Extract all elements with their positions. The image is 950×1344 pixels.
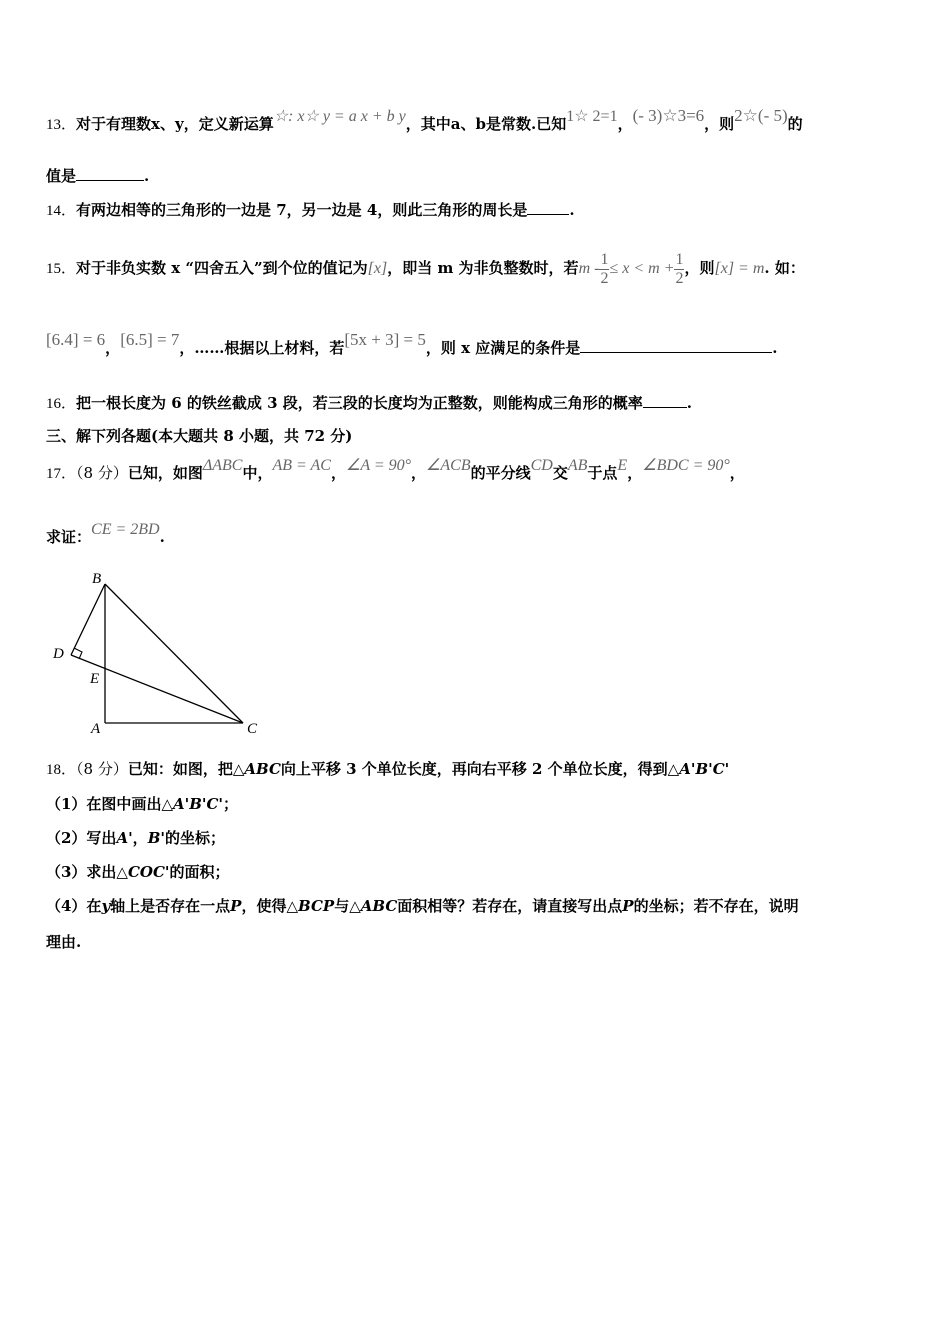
segment-bc <box>105 584 243 723</box>
q17-cond4: ∠BDC = 90° <box>642 457 730 474</box>
q17-ab: AB <box>567 457 588 474</box>
segment-bd <box>71 584 105 655</box>
q15-end: . <box>772 339 778 357</box>
q14-answer-blank[interactable] <box>527 199 569 215</box>
q17-number: 17． <box>46 466 77 482</box>
q15-answer-blank[interactable] <box>580 337 772 353</box>
q15-comma: ， <box>105 339 121 357</box>
q13-text3: ，其中 <box>405 115 451 133</box>
q15-line1 <box>46 248 805 289</box>
q17-text1: 已知，如图 <box>127 464 203 482</box>
label-c: C <box>247 721 258 737</box>
label-d: D <box>53 646 64 662</box>
q17-cond2: ∠A = 90° <box>345 457 412 474</box>
q17-goal: CE = 2BD <box>91 521 160 538</box>
q16-answer-blank[interactable] <box>643 392 687 408</box>
q17-triangle: ΔABC <box>202 457 243 474</box>
q15-m-minus: m - <box>578 260 600 277</box>
q13-text1: 对于有理数 <box>76 115 152 133</box>
q18-score: （8 分） <box>76 760 128 778</box>
q17-cond1: AB = AC <box>272 457 331 474</box>
q17-cond3: ∠ACB <box>426 457 471 474</box>
q17-text5: 于点 <box>587 464 618 482</box>
q15-text3: ，则 <box>684 259 715 277</box>
q13-text6: .已知 <box>530 115 567 133</box>
q13-given2: (- 3)☆3=6 <box>632 106 705 125</box>
q15-half-fraction-2: $\frac{1}{2}$ <box>675 250 684 287</box>
label-b: B <box>92 571 102 587</box>
q15-text2: ，即当 m 为非负整数时，若 <box>387 259 579 277</box>
label-e: E <box>90 671 100 687</box>
q15-text1: 对于非负实数 x “四舍五入”到个位的值记为 <box>76 259 368 277</box>
q16-number: 16． <box>46 396 77 412</box>
q15-inequality: ≤ x < m + <box>609 260 675 277</box>
q15-text6: ，则 x 应满足的条件是 <box>425 339 581 357</box>
q15-condition: [5x + 3] = 5 <box>344 330 426 349</box>
q15-text5: ，……根据以上材料，若 <box>179 339 345 357</box>
q13-text7: ，则 <box>704 115 735 133</box>
q15-equation: [x] = m <box>714 260 765 277</box>
q17-point-e: E <box>617 457 628 474</box>
q18-part4: （4）在y轴上是否存在一点P，使得△BCP与△ABC面积相等？若存在，请直接写出点P的坐标；若不存在，说明 <box>46 897 799 915</box>
q13-line1 <box>46 106 803 135</box>
q14-number: 14． <box>46 203 77 219</box>
q13-text2: x、y，定义新运算 <box>151 115 274 133</box>
q15-text4: . 如： <box>764 259 805 277</box>
q17-goal-dot: . <box>159 528 165 546</box>
q13-line2 <box>46 165 149 186</box>
q13-definition: ☆: x☆ y = a x + b y <box>273 108 406 125</box>
q18-part4-cont: 理由. <box>46 933 82 951</box>
q15-example1: [6.4] = 6 <box>46 330 106 349</box>
q15-example2: [6.5] = 7 <box>120 330 180 349</box>
q17-text2: 中， <box>242 464 273 482</box>
q17-text4: 交 <box>552 464 568 482</box>
q13-line2-end: . <box>144 167 150 185</box>
q15-half-fraction-1: $\frac{1}{2}$ <box>600 250 609 287</box>
q16-text: 把一根长度为 6 的铁丝截成 3 段，若三段的长度均为正整数，则能构成三角形的概率 <box>76 394 643 412</box>
q17-score: （8 分） <box>76 464 128 482</box>
q18-line1: 18．（8 分）已知：如图，把△ABC向上平移 3 个单位长度，再向右平移 2 个单位长度，得到△A'B'C' <box>46 760 730 778</box>
q17-line1: 17．（8 分）已知，如图ΔABC中，AB = AC，∠A = 90°，∠ACB的平分线CD交AB于点E，∠BDC = 90°， <box>46 457 745 482</box>
q17-prove-label: 求证： <box>46 528 92 546</box>
q13-ask: 2☆(- 5) <box>734 106 788 125</box>
q18-part3: （3）求出△COC'的面积； <box>46 863 230 881</box>
q17-line2 <box>46 521 165 548</box>
section-three-heading: 三、解下列各题(本大题共 8 小题，共 72 分) <box>46 427 353 445</box>
q16-line <box>46 392 692 414</box>
q13-number: 13． <box>46 117 77 133</box>
q13-text8: 的 <box>787 115 803 133</box>
q13-text5: 是常数 <box>485 115 531 133</box>
q14-text: 有两边相等的三角形的一边是 7，另一边是 4，则此三角形的周长是 <box>76 201 528 219</box>
q17-triangle-figure <box>50 567 270 742</box>
q13-line2-text: 值是 <box>46 167 77 185</box>
q17-text3: 的平分线 <box>470 464 531 482</box>
q14-end: . <box>569 201 575 219</box>
q15-number: 15． <box>46 261 77 277</box>
q18-part2: （2）写出A'，B'的坐标； <box>46 829 225 847</box>
segment-dc <box>71 655 243 723</box>
q13-comma: ， <box>617 115 633 133</box>
label-a: A <box>91 721 101 737</box>
q14-line <box>46 199 575 221</box>
q18-number: 18． <box>46 762 77 778</box>
q15-bracket-x: [x] <box>367 260 388 277</box>
q13-text4: a、b <box>450 115 486 133</box>
q18-part1: （1）在图中画出△A'B'C'； <box>46 795 239 813</box>
q15-line2 <box>46 330 778 358</box>
q16-end: . <box>686 394 693 412</box>
q13-answer-blank[interactable] <box>76 165 144 181</box>
q17-cd: CD <box>530 457 553 474</box>
q13-given1: 1☆ 2=1 <box>566 108 618 125</box>
